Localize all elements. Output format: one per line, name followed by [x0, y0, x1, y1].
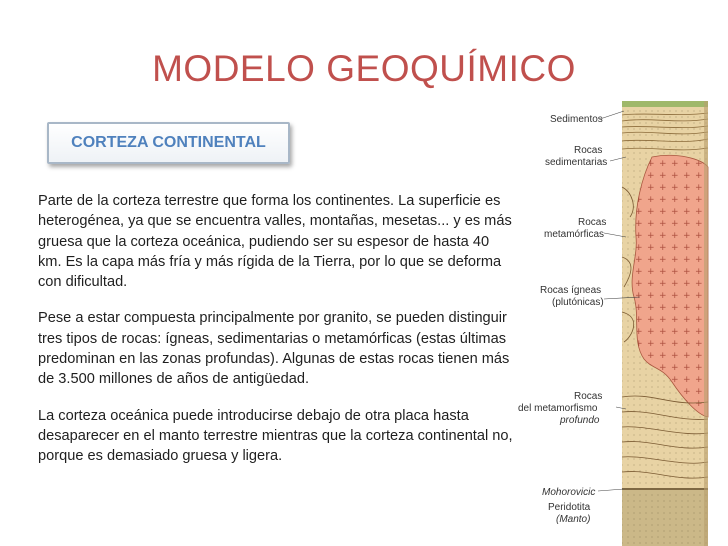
- corteza-continental-badge: [47, 122, 290, 164]
- label-rocas-ign-1: Rocas ígneas: [540, 285, 602, 296]
- label-rocas-met-1: Rocas: [578, 217, 607, 228]
- label-rocas-sed-2: sedimentarias: [545, 157, 608, 168]
- label-rocas-sed-1: Rocas: [574, 145, 603, 156]
- label-rocas-prof-3: profundo: [560, 415, 600, 426]
- label-rocas-prof-2: del metamorfismo: [518, 403, 598, 414]
- label-manto: (Manto): [556, 514, 591, 525]
- crust-cross-section-diagram: [512, 97, 712, 546]
- paragraph-2: Pese a estar compuesta principalmente por granito, se pueden distinguir tres tipos de rocas: ígneas, sedimentarias o metamórficas (estas últimas predominan en las zonas profundas). Algunas de estas rocas tienen más de 3.500 millones de años de antigüedad.: [38, 310, 510, 388]
- label-rocas-met-2: metamórficas: [544, 229, 605, 240]
- label-sedimentos: Sedimentos: [550, 114, 603, 125]
- label-peridotita: Peridotita: [548, 502, 591, 513]
- label-rocas-ign-2: (plutónicas): [552, 297, 604, 308]
- body-text: [38, 191, 516, 483]
- paragraph-3: La corteza oceánica puede introducirse debajo de otra placa hasta desaparecer en el manto terrestre mientras que la corteza continental no, porque es demasiado gruesa y ligera.: [38, 407, 513, 465]
- label-moho: Mohorovicic: [542, 487, 596, 498]
- paragraph-1: Parte de la corteza terrestre que forma los continentes. La superficie es heterogénea, ya que se encuentra valles, montañas, mesetas... y es más gruesa que la corteza oceánica, pudiendo ser su espesor de hasta 40 km. Es la capa más fría y más rígida de la Tierra, por lo que se deforma con dificultad.: [38, 193, 512, 291]
- badge-label: CORTEZA CONTINENTAL: [71, 134, 266, 151]
- slide-title: MODELO GEOQUÍMICO: [152, 48, 576, 89]
- label-rocas-prof-1: Rocas: [574, 391, 603, 402]
- surface-layer: [622, 101, 708, 107]
